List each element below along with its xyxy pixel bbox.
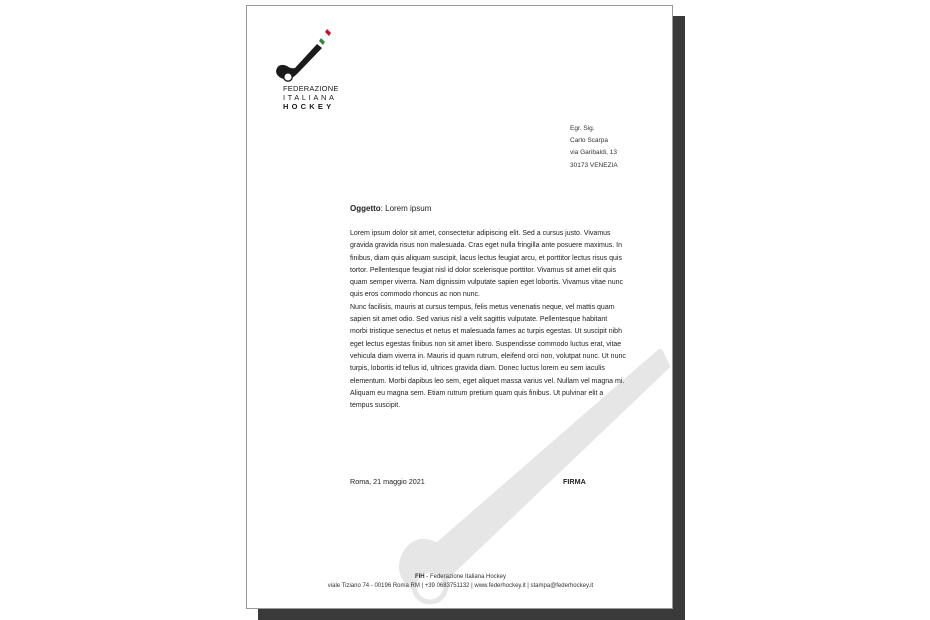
letter-body: [350, 228, 626, 412]
footer-contacts: viale Tiziano 74 - 00196 Roma RM | +39 0683751132 | www.federhockey.it | stampa@federhockey.it: [327, 583, 594, 589]
recipient-address: [570, 123, 618, 172]
letter-date: Roma, 21 maggio 2021: [350, 477, 425, 486]
footer-org-name: - Federazione Italiana Hockey: [424, 574, 507, 580]
org-line-1: FEDERAZIONE: [283, 84, 339, 93]
fih-logo-icon: [269, 24, 339, 84]
recipient-street: via Garibaldi, 13: [570, 149, 617, 157]
letter-page: [246, 5, 673, 609]
footer-abbr: FIH: [414, 574, 425, 580]
subject-label: Oggetto: [350, 204, 381, 213]
body-paragraph: Aliquam eu magna sem. Etiam rutrum pretium quam quis finibus. Ut pulvinar elit a tempus suscipit.: [350, 389, 604, 410]
body-paragraph: Lorem ipsum dolor sit amet, consectetur adipiscing elit. Sed a cursus justo. Vivamus gravida gravida risus non malesuada. Cras eget nulla fringilla ante posuere maximus. In finibus, diam quis aliquam suscipit, lacus lectus feugiat arcu, et porttitor lectus risus quis tortor. Pellentesque feugiat nisl id dolor scelerisque porttitor. Vivamus sit amet elit quis quam semper viverra. Nam dignissim vulputate sapien eget lobortis. Vivamus vitae nunc quis eros commodo rhoncus ac non nunc.: [350, 230, 623, 299]
recipient-salutation: Egr. Sig.: [570, 125, 595, 132]
recipient-city: 30173 VENEZIA: [570, 161, 618, 169]
body-paragraph: Nunc facilisis, mauris at cursus tempus, felis metus venenatis neque, vel mattis quam sapien sit amet odio. Sed varius nisl a velit sagittis vulputate. Pellentesque habitant morbi tristique senectus et netus et malesuada fames ac turpis egestas. Ut suscipit nibh eget lectus egestas finibus non sit amet libero. Suspendisse commodo luctus erat, vitae vehicula diam viverra in. Mauris id quam rutrum, eleifend orci non, volutpat nunc. Ut nunc turpis, lobortis id tellus id, ultrices gravida diam. Donec luctus lorem eu sem iaculis elementum. Morbi dapibus leo sem, eget aliquet massa varius vel. Nullam vel magna mi.: [350, 303, 626, 385]
recipient-name: Carlo Scarpa: [570, 137, 608, 145]
subject-text: : Lorem ipsum: [380, 204, 432, 213]
org-line-2: ITALIANA: [283, 93, 337, 102]
org-line-3: HOCKEY: [283, 102, 335, 111]
signature-label: FIRMA: [563, 477, 586, 486]
footer-org-line: [247, 573, 673, 582]
subject-line: [350, 204, 431, 213]
organization-name: [283, 84, 339, 111]
letter-footer: [247, 573, 673, 591]
